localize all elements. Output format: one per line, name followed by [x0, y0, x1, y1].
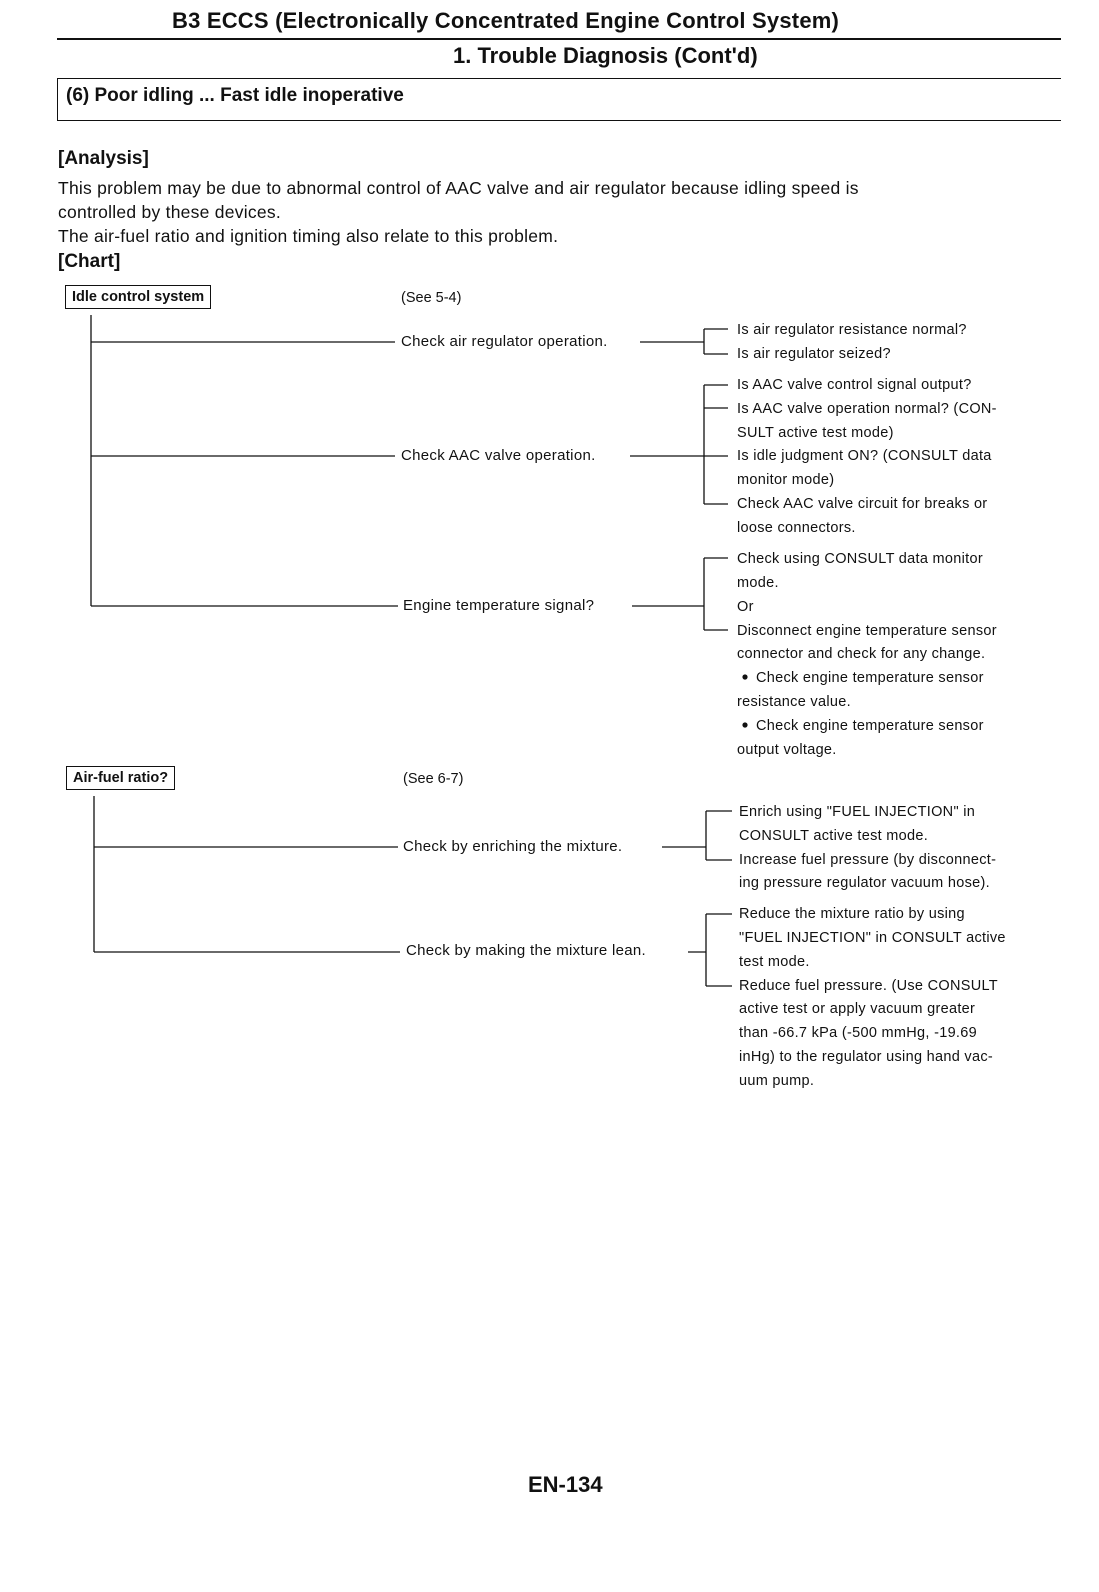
bullet-dot [742, 722, 747, 727]
enrich-note: CONSULT active test mode. [739, 828, 929, 844]
idle-control-system-box: Idle control system [65, 285, 211, 309]
air-fuel-ratio-box: Air-fuel ratio? [66, 766, 175, 790]
analysis-line-2: controlled by these devices. [58, 202, 281, 222]
engine-temp-note: mode. [737, 575, 779, 591]
engine-temp-note: resistance value. [737, 694, 851, 710]
aac-valve-note: Check AAC valve circuit for breaks or [737, 496, 988, 512]
check-lean-label: Check by making the mixture lean. [406, 942, 647, 959]
bullet-dot [742, 674, 747, 679]
lean-note: "FUEL INJECTION" in CONSULT active [739, 930, 1006, 946]
air-regulator-note: Is air regulator resistance normal? [737, 322, 967, 338]
lean-note: uum pump. [739, 1073, 815, 1089]
analysis-line-1: This problem may be due to abnormal control of AAC valve and air regulator because idling speed is [58, 178, 859, 198]
enrich-note: ing pressure regulator vacuum hose). [739, 875, 990, 891]
idle-control-reference: (See 5-4) [401, 290, 462, 306]
aac-valve-note: Is idle judgment ON? (CONSULT data [737, 448, 992, 464]
engine-temperature-signal-label: Engine temperature signal? [403, 597, 595, 614]
lean-note: than -66.7 kPa (-500 mmHg, -19.69 [739, 1025, 977, 1041]
lean-note: Reduce fuel pressure. (Use CONSULT [739, 978, 998, 994]
analysis-heading: [Analysis] [58, 148, 149, 169]
check-aac-valve-label: Check AAC valve operation. [401, 447, 596, 464]
section-title: (6) Poor idling ... Fast idle inoperative [66, 85, 404, 106]
engine-temp-note: Disconnect engine temperature sensor [737, 623, 997, 639]
enrich-note: Enrich using "FUEL INJECTION" in [739, 804, 976, 820]
lean-note: Reduce the mixture ratio by using [739, 906, 965, 922]
engine-temp-note: Check using CONSULT data monitor [737, 551, 983, 567]
air-regulator-note: Is air regulator seized? [737, 346, 891, 362]
enrich-note: Increase fuel pressure (by disconnect- [739, 852, 997, 868]
document-subtitle: 1. Trouble Diagnosis (Cont'd) [453, 43, 758, 68]
aac-valve-note: Is AAC valve control signal output? [737, 377, 972, 393]
aac-valve-note: monitor mode) [737, 472, 835, 488]
engine-temp-note: Or [737, 599, 754, 615]
document-title: B3 ECCS (Electronically Concentrated Engine Control System) [172, 8, 840, 33]
engine-temp-note: connector and check for any change. [737, 646, 986, 662]
engine-temp-note: output voltage. [737, 742, 837, 758]
engine-temp-note: Check engine temperature sensor [756, 718, 984, 734]
lean-note: test mode. [739, 954, 810, 970]
chart-heading: [Chart] [58, 251, 121, 272]
page-number: EN-134 [528, 1472, 603, 1497]
aac-valve-note: loose connectors. [737, 520, 856, 536]
engine-temp-note: Check engine temperature sensor [756, 670, 984, 686]
check-air-regulator-label: Check air regulator operation. [401, 333, 608, 350]
check-enriching-label: Check by enriching the mixture. [403, 838, 623, 855]
aac-valve-note: Is AAC valve operation normal? (CON- [737, 401, 997, 417]
lean-note: inHg) to the regulator using hand vac- [739, 1049, 994, 1065]
aac-valve-note: SULT active test mode) [737, 425, 894, 441]
analysis-line-3: The air-fuel ratio and ignition timing also relate to this problem. [58, 226, 559, 246]
lean-note: active test or apply vacuum greater [739, 1001, 976, 1017]
air-fuel-reference: (See 6-7) [403, 771, 464, 787]
